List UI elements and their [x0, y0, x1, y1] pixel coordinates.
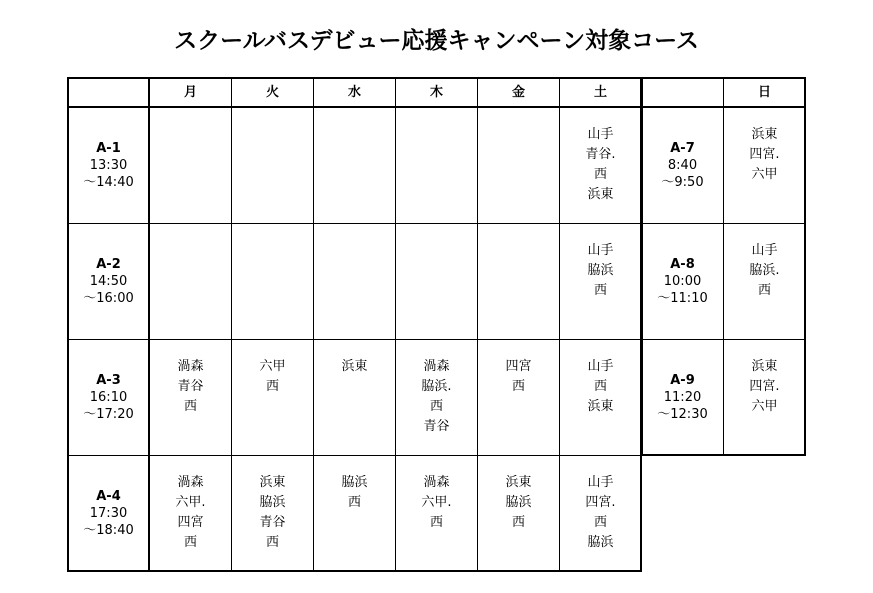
course-start-time: 16:10 [89, 390, 128, 405]
schedule-cell-a-3-wed [313, 339, 396, 456]
stop-name: 青谷 [259, 515, 286, 530]
stop-name: 西 [593, 515, 607, 530]
schedule-cell-a-3-sat [559, 339, 642, 456]
course-end-time: ～14:40 [83, 175, 134, 190]
stop-name: 浜東 [259, 475, 286, 490]
schedule-cell-a-4-mon [149, 455, 232, 572]
stop-name: 六甲 [751, 167, 778, 182]
schedule-cell-a-3-thu [395, 339, 478, 456]
course-code: A-4 [96, 489, 121, 504]
course-start-time: 14:50 [89, 274, 128, 289]
schedule-cell-a-4-sat [559, 455, 642, 572]
schedule-cell-a-1-fri [477, 107, 560, 224]
stop-name: 浜東 [587, 187, 614, 202]
stop-name: 脇浜 [341, 475, 368, 490]
course-start-time: 8:40 [667, 158, 698, 173]
course-label-a-3 [67, 339, 150, 456]
stop-name: 西 [265, 379, 279, 394]
stop-name: 浜東 [587, 399, 614, 414]
stop-name: 四宮. [585, 495, 616, 510]
course-label-a-9 [641, 339, 724, 456]
header-day-fri [477, 77, 560, 107]
stop-name: 六甲. [175, 495, 206, 510]
course-code: A-8 [670, 257, 695, 272]
stop-name: 西 [593, 167, 607, 182]
day-label-tue: 火 [265, 84, 279, 100]
stop-name: 脇浜. [421, 379, 452, 394]
schedule-cell-a-1-sat [559, 107, 642, 224]
schedule-cell-a-3-tue [231, 339, 314, 456]
course-label-a-8 [641, 223, 724, 340]
stop-name: 脇浜 [259, 495, 286, 510]
day-label-fri: 金 [511, 84, 525, 100]
stop-name: 西 [593, 283, 607, 298]
stop-name: 西 [183, 535, 197, 550]
schedule-cell-a-4-wed [313, 455, 396, 572]
stop-name: 浜東 [505, 475, 532, 490]
day-label-thu: 木 [429, 84, 443, 100]
header-day-mon [149, 77, 232, 107]
header-day-wed [313, 77, 396, 107]
header-day-sat [559, 77, 642, 107]
stop-name: 西 [183, 399, 197, 414]
schedule-cell-a-1-mon [149, 107, 232, 224]
stop-name: 西 [593, 379, 607, 394]
course-end-time: ～9:50 [661, 175, 704, 190]
day-label-sat: 土 [593, 84, 607, 100]
stop-name: 六甲 [259, 359, 286, 374]
header-day-thu [395, 77, 478, 107]
stop-name: 西 [429, 399, 443, 414]
course-label-a-4 [67, 455, 150, 572]
day-label-wed: 水 [347, 84, 361, 100]
stop-name: 西 [429, 515, 443, 530]
stop-name: 西 [511, 515, 525, 530]
course-end-time: ～18:40 [83, 523, 134, 538]
course-end-time: ～17:20 [83, 407, 134, 422]
stop-name: 山手 [587, 359, 614, 374]
stop-name: 四宮 [505, 359, 532, 374]
course-start-time: 17:30 [89, 506, 128, 521]
schedule-cell-a-3-mon [149, 339, 232, 456]
stop-name: 脇浜 [587, 535, 614, 550]
stop-name: 青谷 [423, 419, 450, 434]
stop-name: 西 [511, 379, 525, 394]
schedule-cell-a-2-thu [395, 223, 478, 340]
schedule-cell-a-1-wed [313, 107, 396, 224]
schedule-cell-a-1-tue [231, 107, 314, 224]
stop-name: 脇浜 [505, 495, 532, 510]
stop-name: 浜東 [341, 359, 368, 374]
schedule-cell-a-2-wed [313, 223, 396, 340]
course-start-time: 10:00 [663, 274, 702, 289]
stop-name: 四宮. [749, 147, 780, 162]
stop-name: 青谷. [585, 147, 616, 162]
schedule-cell-a-8-sun [723, 223, 806, 340]
course-code: A-1 [96, 141, 121, 156]
course-end-time: ～12:30 [657, 407, 708, 422]
page-title: スクールバスデビュー応援キャンペーン対象コース [174, 28, 699, 54]
course-end-time: ～16:00 [83, 291, 134, 306]
header-day-tue [231, 77, 314, 107]
day-label-sun: 日 [757, 84, 771, 100]
course-label-a-1 [67, 107, 150, 224]
schedule-cell-a-2-sat [559, 223, 642, 340]
stop-name: 山手 [751, 243, 778, 258]
stop-name: 渦森 [177, 359, 204, 374]
course-code: A-9 [670, 373, 695, 388]
stop-name: 山手 [587, 127, 614, 142]
schedule-cell-a-2-tue [231, 223, 314, 340]
schedule-cell-a-2-fri [477, 223, 560, 340]
stop-name: 浜東 [751, 359, 778, 374]
course-code: A-7 [670, 141, 695, 156]
header-day-sun [723, 77, 806, 107]
stop-name: 青谷 [177, 379, 204, 394]
stop-name: 渦森 [423, 359, 450, 374]
schedule-cell-a-4-thu [395, 455, 478, 572]
schedule-cell-a-4-tue [231, 455, 314, 572]
course-label-a-7 [641, 107, 724, 224]
stop-name: 四宮. [749, 379, 780, 394]
course-code: A-2 [96, 257, 121, 272]
stop-name: 西 [265, 535, 279, 550]
stop-name: 脇浜. [749, 263, 780, 278]
course-end-time: ～11:10 [657, 291, 708, 306]
stop-name: 山手 [587, 475, 614, 490]
course-code: A-3 [96, 373, 121, 388]
stop-name: 西 [347, 495, 361, 510]
stop-name: 渦森 [423, 475, 450, 490]
stop-name: 四宮 [177, 515, 204, 530]
schedule-cell-a-4-fri [477, 455, 560, 572]
header-sunday-corner-cell [641, 77, 724, 107]
schedule-cell-a-7-sun [723, 107, 806, 224]
course-start-time: 11:20 [663, 390, 702, 405]
course-start-time: 13:30 [89, 158, 128, 173]
course-label-a-2 [67, 223, 150, 340]
stop-name: 六甲 [751, 399, 778, 414]
stop-name: 六甲. [421, 495, 452, 510]
stop-name: 脇浜 [587, 263, 614, 278]
stop-name: 西 [757, 283, 771, 298]
day-label-mon: 月 [183, 84, 197, 100]
schedule-cell-a-1-thu [395, 107, 478, 224]
header-corner-cell [67, 77, 150, 107]
schedule-cell-a-9-sun [723, 339, 806, 456]
stop-name: 山手 [587, 243, 614, 258]
stop-name: 浜東 [751, 127, 778, 142]
schedule-cell-a-3-fri [477, 339, 560, 456]
schedule-cell-a-2-mon [149, 223, 232, 340]
stop-name: 渦森 [177, 475, 204, 490]
